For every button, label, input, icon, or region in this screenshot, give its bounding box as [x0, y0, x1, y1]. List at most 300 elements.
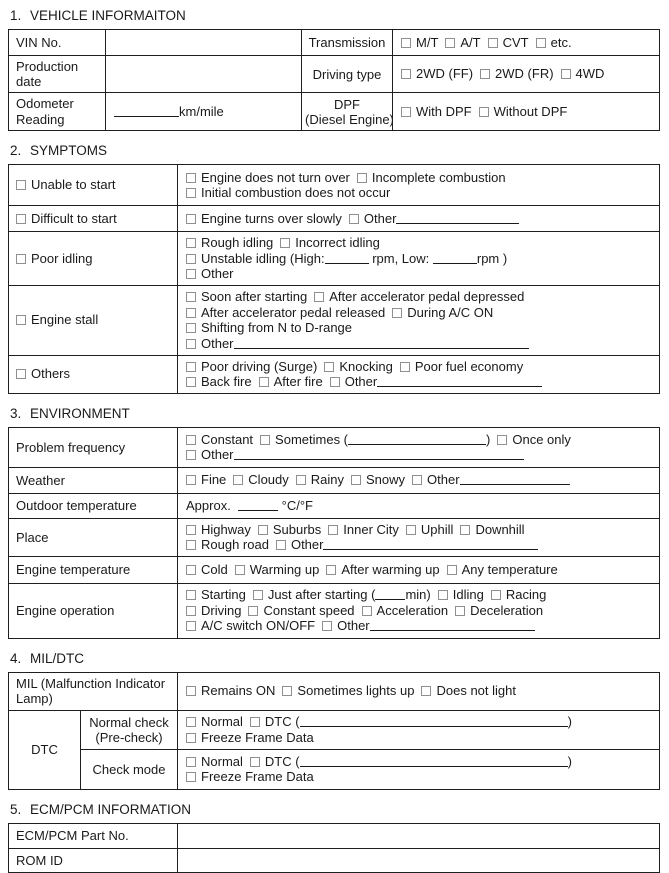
option-text: Fine — [201, 472, 227, 488]
symptom-difficult-to-start — [9, 206, 178, 232]
option-text: Transmission — [308, 35, 386, 50]
option-text: Other — [344, 374, 378, 389]
form-line — [186, 289, 653, 305]
outdoor-temperature-label: Outdoor temperature — [9, 493, 178, 518]
symptoms-table — [8, 164, 660, 394]
form-line — [114, 104, 295, 120]
checkbox[interactable] — [186, 435, 196, 445]
option-text: Engine does not turn over — [201, 169, 350, 185]
section-heading-text: VEHICLE INFORMAITON — [30, 8, 186, 23]
rom-id-value-field[interactable] — [178, 848, 660, 872]
checkbox[interactable] — [186, 621, 196, 631]
form-line — [401, 104, 653, 120]
option-text: During A/C ON — [407, 304, 494, 320]
checkbox[interactable] — [260, 435, 270, 445]
option-text: Incomplete combustion — [371, 169, 506, 185]
ecm-pcm-part-no-value-field[interactable] — [178, 823, 660, 848]
checkbox[interactable] — [460, 525, 470, 535]
dpf-options — [393, 93, 660, 131]
option-text: °C/°F — [278, 497, 313, 513]
checkbox[interactable] — [186, 772, 196, 782]
checkbox[interactable] — [186, 450, 196, 460]
transmission-options — [393, 30, 660, 56]
option-text: Difficult to start — [31, 210, 117, 226]
option-text: Driving type — [312, 66, 382, 82]
option-text: (Diesel Engine) — [305, 111, 394, 127]
section-title-ecm-pcm-information — [10, 802, 660, 817]
option-text: Cold — [201, 561, 228, 577]
table-row — [9, 165, 660, 206]
check-mode-options — [178, 749, 660, 789]
form-line — [186, 374, 653, 390]
section-number: 4. — [10, 650, 22, 666]
checkbox[interactable] — [349, 214, 359, 224]
section-heading-text: ENVIRONMENT — [30, 405, 130, 421]
form-line — [186, 305, 653, 321]
option-text: km/mile — [179, 103, 224, 119]
checkbox[interactable] — [314, 292, 324, 302]
checkbox[interactable] — [497, 435, 507, 445]
checkbox[interactable] — [235, 565, 245, 575]
option-text: After accelerator pedal released — [201, 304, 386, 320]
option-text: Sometimes ( — [275, 431, 349, 447]
option-text: With DPF — [416, 103, 472, 119]
option-text: Constant speed — [263, 602, 355, 618]
table-row — [9, 848, 660, 872]
checkbox[interactable] — [401, 107, 411, 117]
checkbox[interactable] — [326, 565, 336, 575]
form-line — [16, 251, 171, 267]
checkbox[interactable] — [536, 38, 546, 48]
checkbox[interactable] — [400, 362, 410, 372]
option-text: etc. — [550, 34, 572, 50]
checkbox[interactable] — [186, 733, 196, 743]
table-row — [9, 232, 660, 286]
fill-in-line[interactable] — [300, 755, 568, 767]
checkbox[interactable] — [328, 525, 338, 535]
form-line — [186, 447, 653, 463]
checkbox[interactable] — [259, 377, 269, 387]
option-text: Suburbs — [272, 521, 322, 537]
option-text: Just after starting ( — [267, 587, 376, 603]
weather-options — [178, 467, 660, 493]
table-row — [9, 285, 660, 355]
checkbox[interactable] — [455, 606, 465, 616]
option-text: ) — [567, 753, 572, 769]
option-text: Soon after starting — [201, 289, 308, 304]
form-line — [186, 587, 653, 603]
form-line — [186, 562, 653, 578]
option-text: Other — [427, 472, 460, 488]
section-number: 1. — [10, 8, 22, 23]
option-text: Other — [363, 210, 397, 226]
checkbox[interactable] — [324, 362, 334, 372]
problem-frequency-label: Problem frequency — [9, 427, 178, 467]
fill-in-line[interactable] — [323, 538, 538, 550]
form-line — [186, 432, 653, 448]
option-text: MIL (Malfunction Indicator — [16, 675, 166, 691]
checkbox[interactable] — [276, 540, 286, 550]
engine-operation-options — [178, 583, 660, 638]
form-line — [186, 730, 653, 746]
fill-in-line[interactable] — [348, 433, 486, 445]
checkbox[interactable] — [233, 475, 243, 485]
option-text: Normal — [201, 714, 243, 729]
form-line — [186, 170, 653, 186]
transmission-label — [302, 30, 393, 56]
option-text: Other — [290, 537, 324, 552]
place-options — [178, 518, 660, 556]
option-text: Remains ON — [201, 683, 276, 699]
form-line — [186, 537, 653, 553]
checkbox[interactable] — [362, 606, 372, 616]
option-text: Racing — [505, 587, 547, 603]
checkbox[interactable] — [480, 69, 490, 79]
option-text: Freeze Frame Data — [201, 729, 314, 745]
section-heading-text: MIL/DTC — [30, 650, 84, 666]
option-text: DTC ( — [264, 714, 300, 729]
option-text: Initial combustion does not occur — [201, 185, 391, 200]
checkbox[interactable] — [280, 238, 290, 248]
option-text: 4WD — [575, 66, 605, 82]
form-line — [186, 683, 653, 699]
vin-no-value-field[interactable] — [106, 30, 302, 56]
driving-type-label — [302, 56, 393, 93]
section-heading-text: SYMPTOMS — [30, 143, 108, 158]
fill-in-line[interactable] — [325, 252, 369, 264]
checkbox[interactable] — [186, 254, 196, 264]
checkbox[interactable] — [186, 339, 196, 349]
checkbox[interactable] — [445, 38, 455, 48]
option-text: Reading — [16, 111, 65, 127]
section-number: 2. — [10, 143, 22, 158]
checkbox[interactable] — [296, 475, 306, 485]
checkbox[interactable] — [186, 292, 196, 302]
symptom-poor-idling — [9, 232, 178, 286]
form-line — [186, 320, 653, 336]
section-number: 3. — [10, 405, 22, 421]
form-line — [186, 266, 653, 282]
weather-label: Weather — [9, 467, 178, 493]
fill-in-line[interactable] — [460, 473, 570, 485]
option-text: Other — [337, 618, 370, 634]
option-text: After fire — [273, 374, 323, 389]
normal-check-label — [81, 710, 178, 749]
form-line — [305, 67, 389, 82]
checkbox[interactable] — [186, 540, 196, 550]
option-text: After accelerator pedal depressed — [329, 289, 525, 304]
section-title-vehicle-information — [10, 8, 660, 23]
form-line — [16, 112, 99, 128]
checkbox[interactable] — [186, 717, 196, 727]
odometer-reading-label — [9, 93, 106, 131]
outdoor-temperature-value — [178, 493, 660, 518]
option-text: Deceleration — [470, 602, 544, 618]
table-row — [9, 493, 660, 518]
form-line — [16, 691, 171, 707]
option-text: Poor driving (Surge) — [201, 358, 318, 374]
option-text: Others — [31, 366, 71, 382]
option-text: Idling — [452, 587, 484, 603]
option-text: Inner City — [343, 521, 399, 537]
table-row — [9, 93, 660, 131]
option-text: Rough idling — [201, 235, 274, 250]
form-line — [16, 366, 171, 382]
option-text: Freeze Frame Data — [201, 769, 314, 784]
option-text: Driving — [201, 602, 242, 618]
option-text: Highway — [201, 521, 251, 537]
form-line — [186, 336, 653, 352]
form-line — [84, 762, 174, 777]
form-line — [186, 185, 653, 201]
option-text: ) — [567, 714, 572, 729]
option-text: A/C switch ON/OFF — [201, 618, 316, 634]
driving-type-options — [393, 56, 660, 93]
checkbox[interactable] — [322, 621, 332, 631]
checkbox[interactable] — [16, 214, 26, 224]
fill-in-line[interactable] — [377, 375, 542, 387]
fill-in-line[interactable] — [433, 252, 477, 264]
fill-in-line[interactable] — [238, 499, 278, 511]
table-row — [9, 710, 660, 749]
form-line — [84, 730, 174, 745]
checkbox[interactable] — [186, 686, 196, 696]
checkbox[interactable] — [253, 590, 263, 600]
checkbox[interactable] — [186, 757, 196, 767]
option-text: 2WD (FR) — [495, 66, 554, 82]
option-text: Odometer — [16, 96, 74, 111]
checkbox[interactable] — [186, 323, 196, 333]
checkbox[interactable] — [401, 69, 411, 79]
option-text: Downhill — [475, 521, 525, 537]
engine-temperature-label: Engine temperature — [9, 556, 178, 583]
fill-in-line[interactable] — [375, 588, 405, 600]
checkbox[interactable] — [258, 525, 268, 535]
environment-table — [8, 427, 660, 639]
mil-label — [9, 672, 178, 710]
checkbox[interactable] — [16, 180, 26, 190]
form-line — [186, 522, 653, 538]
checkbox[interactable] — [186, 188, 196, 198]
section-title-symptoms — [10, 143, 660, 158]
option-text: Sometimes lights up — [297, 683, 415, 699]
engine-operation-label: Engine operation — [9, 583, 178, 638]
checkbox[interactable] — [186, 525, 196, 535]
table-row — [9, 556, 660, 583]
option-text: Engine turns over slowly — [201, 210, 342, 226]
option-text: M/T — [416, 34, 439, 50]
normal-check-options — [178, 710, 660, 749]
checkbox[interactable] — [186, 173, 196, 183]
form-line — [186, 472, 653, 488]
form-line — [186, 714, 653, 730]
form-line — [305, 111, 394, 127]
option-text: Warming up — [249, 561, 320, 577]
table-row — [9, 56, 660, 93]
odometer-reading-value-field[interactable] — [106, 93, 302, 131]
production-date-value-field[interactable] — [106, 56, 302, 93]
symptom-others — [9, 355, 178, 393]
option-text: Rough road — [201, 537, 269, 552]
fill-in-line[interactable] — [234, 448, 524, 460]
checkbox[interactable] — [186, 269, 196, 279]
checkbox[interactable] — [488, 38, 498, 48]
option-text: Check mode — [92, 761, 166, 777]
table-row — [9, 583, 660, 638]
checkbox[interactable] — [248, 606, 258, 616]
option-text: Rainy — [310, 472, 345, 488]
checkbox[interactable] — [412, 475, 422, 485]
form-line — [401, 66, 653, 82]
checkbox[interactable] — [16, 369, 26, 379]
form-line — [186, 235, 653, 251]
option-text: Shifting from N to D-range — [201, 320, 353, 335]
option-text: Back fire — [201, 374, 252, 389]
checkbox[interactable] — [250, 717, 260, 727]
checkbox[interactable] — [282, 686, 292, 696]
section-heading-text: ECM/PCM INFORMATION — [30, 801, 191, 817]
checkbox[interactable] — [561, 69, 571, 79]
table-row — [9, 427, 660, 467]
section-title-environment — [10, 406, 660, 421]
checkbox[interactable] — [16, 254, 26, 264]
form-line — [16, 96, 99, 112]
table-row — [9, 518, 660, 556]
checkbox[interactable] — [406, 525, 416, 535]
checkbox[interactable] — [186, 475, 196, 485]
form-line — [16, 676, 171, 692]
option-text: min) — [405, 587, 431, 603]
check-mode-label — [81, 749, 178, 789]
option-text: Any temperature — [461, 561, 558, 577]
form-line — [186, 211, 653, 227]
engine-temperature-options — [178, 556, 660, 583]
checkbox[interactable] — [357, 173, 367, 183]
option-text: Acceleration — [376, 602, 449, 618]
form-line — [186, 251, 653, 267]
symptom-unable-to-start — [9, 165, 178, 206]
option-text: (Pre-check) — [95, 729, 163, 745]
checkbox[interactable] — [186, 606, 196, 616]
option-text: DTC ( — [264, 753, 300, 769]
place-label: Place — [9, 518, 178, 556]
symptom-engine-stall — [9, 285, 178, 355]
option-text: Poor idling — [31, 250, 93, 266]
option-text: Other — [201, 266, 234, 281]
option-text: rpm ) — [476, 250, 508, 266]
option-text: Poor fuel economy — [414, 358, 524, 374]
table-row — [9, 206, 660, 232]
vin-no-label: VIN No. — [9, 30, 106, 56]
option-text: Starting — [201, 587, 246, 603]
option-text: Without DPF — [493, 103, 568, 119]
vehicle-information-table — [8, 29, 660, 131]
checkbox[interactable] — [186, 565, 196, 575]
form-line — [305, 35, 389, 50]
form-line — [305, 97, 389, 112]
checkbox[interactable] — [491, 590, 501, 600]
option-text: Unable to start — [31, 177, 116, 193]
option-text: Normal check — [89, 714, 169, 730]
checkbox[interactable] — [421, 686, 431, 696]
form-line — [186, 769, 653, 785]
form-line — [186, 618, 653, 634]
section-number: 5. — [10, 801, 22, 817]
fill-in-line[interactable] — [370, 619, 535, 631]
option-text: Other — [201, 335, 234, 351]
option-text: Snowy — [366, 472, 406, 488]
fill-in-line[interactable] — [234, 337, 529, 349]
dpf-label — [302, 93, 393, 131]
section-title-mil-dtc — [10, 651, 660, 666]
option-text: Incorrect idling — [295, 235, 380, 250]
option-text: Does not light — [436, 683, 516, 699]
checkbox[interactable] — [392, 308, 402, 318]
checkbox[interactable] — [186, 362, 196, 372]
option-text: rpm, Low: — [368, 250, 433, 266]
checkbox[interactable] — [186, 214, 196, 224]
mil-options — [178, 672, 660, 710]
checkbox[interactable] — [447, 565, 457, 575]
poor-idling-options — [178, 232, 660, 286]
option-text: Engine stall — [31, 312, 99, 328]
checkbox[interactable] — [250, 757, 260, 767]
checkbox[interactable] — [401, 38, 411, 48]
option-text: Other — [201, 447, 234, 462]
fill-in-line[interactable] — [114, 105, 179, 117]
checkbox[interactable] — [438, 590, 448, 600]
option-text: After warming up — [341, 561, 440, 577]
option-text: Once only — [512, 431, 571, 447]
form-line — [401, 35, 653, 51]
option-text: Knocking — [339, 358, 393, 374]
engine-stall-options — [178, 285, 660, 355]
form-line — [186, 498, 653, 514]
production-date-label: Production date — [9, 56, 106, 93]
table-row — [9, 30, 660, 56]
difficult-to-start-options — [178, 206, 660, 232]
form-line — [186, 359, 653, 375]
checkbox[interactable] — [330, 377, 340, 387]
checkbox[interactable] — [186, 377, 196, 387]
checkbox[interactable] — [16, 315, 26, 325]
ecm-pcm-part-no-label: ECM/PCM Part No. — [9, 823, 178, 848]
checkbox[interactable] — [186, 590, 196, 600]
rom-id-label: ROM ID — [9, 848, 178, 872]
problem-frequency-options — [178, 427, 660, 467]
option-text: CVT — [502, 34, 529, 50]
form-line — [186, 754, 653, 770]
table-row — [9, 672, 660, 710]
form-line — [16, 312, 171, 328]
option-text: DPF — [334, 96, 360, 112]
form-line — [84, 715, 174, 730]
checkbox[interactable] — [479, 107, 489, 117]
others-options — [178, 355, 660, 393]
fill-in-line[interactable] — [396, 212, 519, 224]
option-text: ) — [486, 431, 491, 447]
table-row — [9, 355, 660, 393]
checkbox[interactable] — [186, 238, 196, 248]
table-row — [9, 749, 660, 789]
mil-dtc-table — [8, 672, 660, 790]
checkbox[interactable] — [186, 308, 196, 318]
table-row — [9, 467, 660, 493]
table-row — [9, 823, 660, 848]
checkbox[interactable] — [351, 475, 361, 485]
fill-in-line[interactable] — [300, 715, 568, 727]
form-line — [16, 211, 171, 227]
